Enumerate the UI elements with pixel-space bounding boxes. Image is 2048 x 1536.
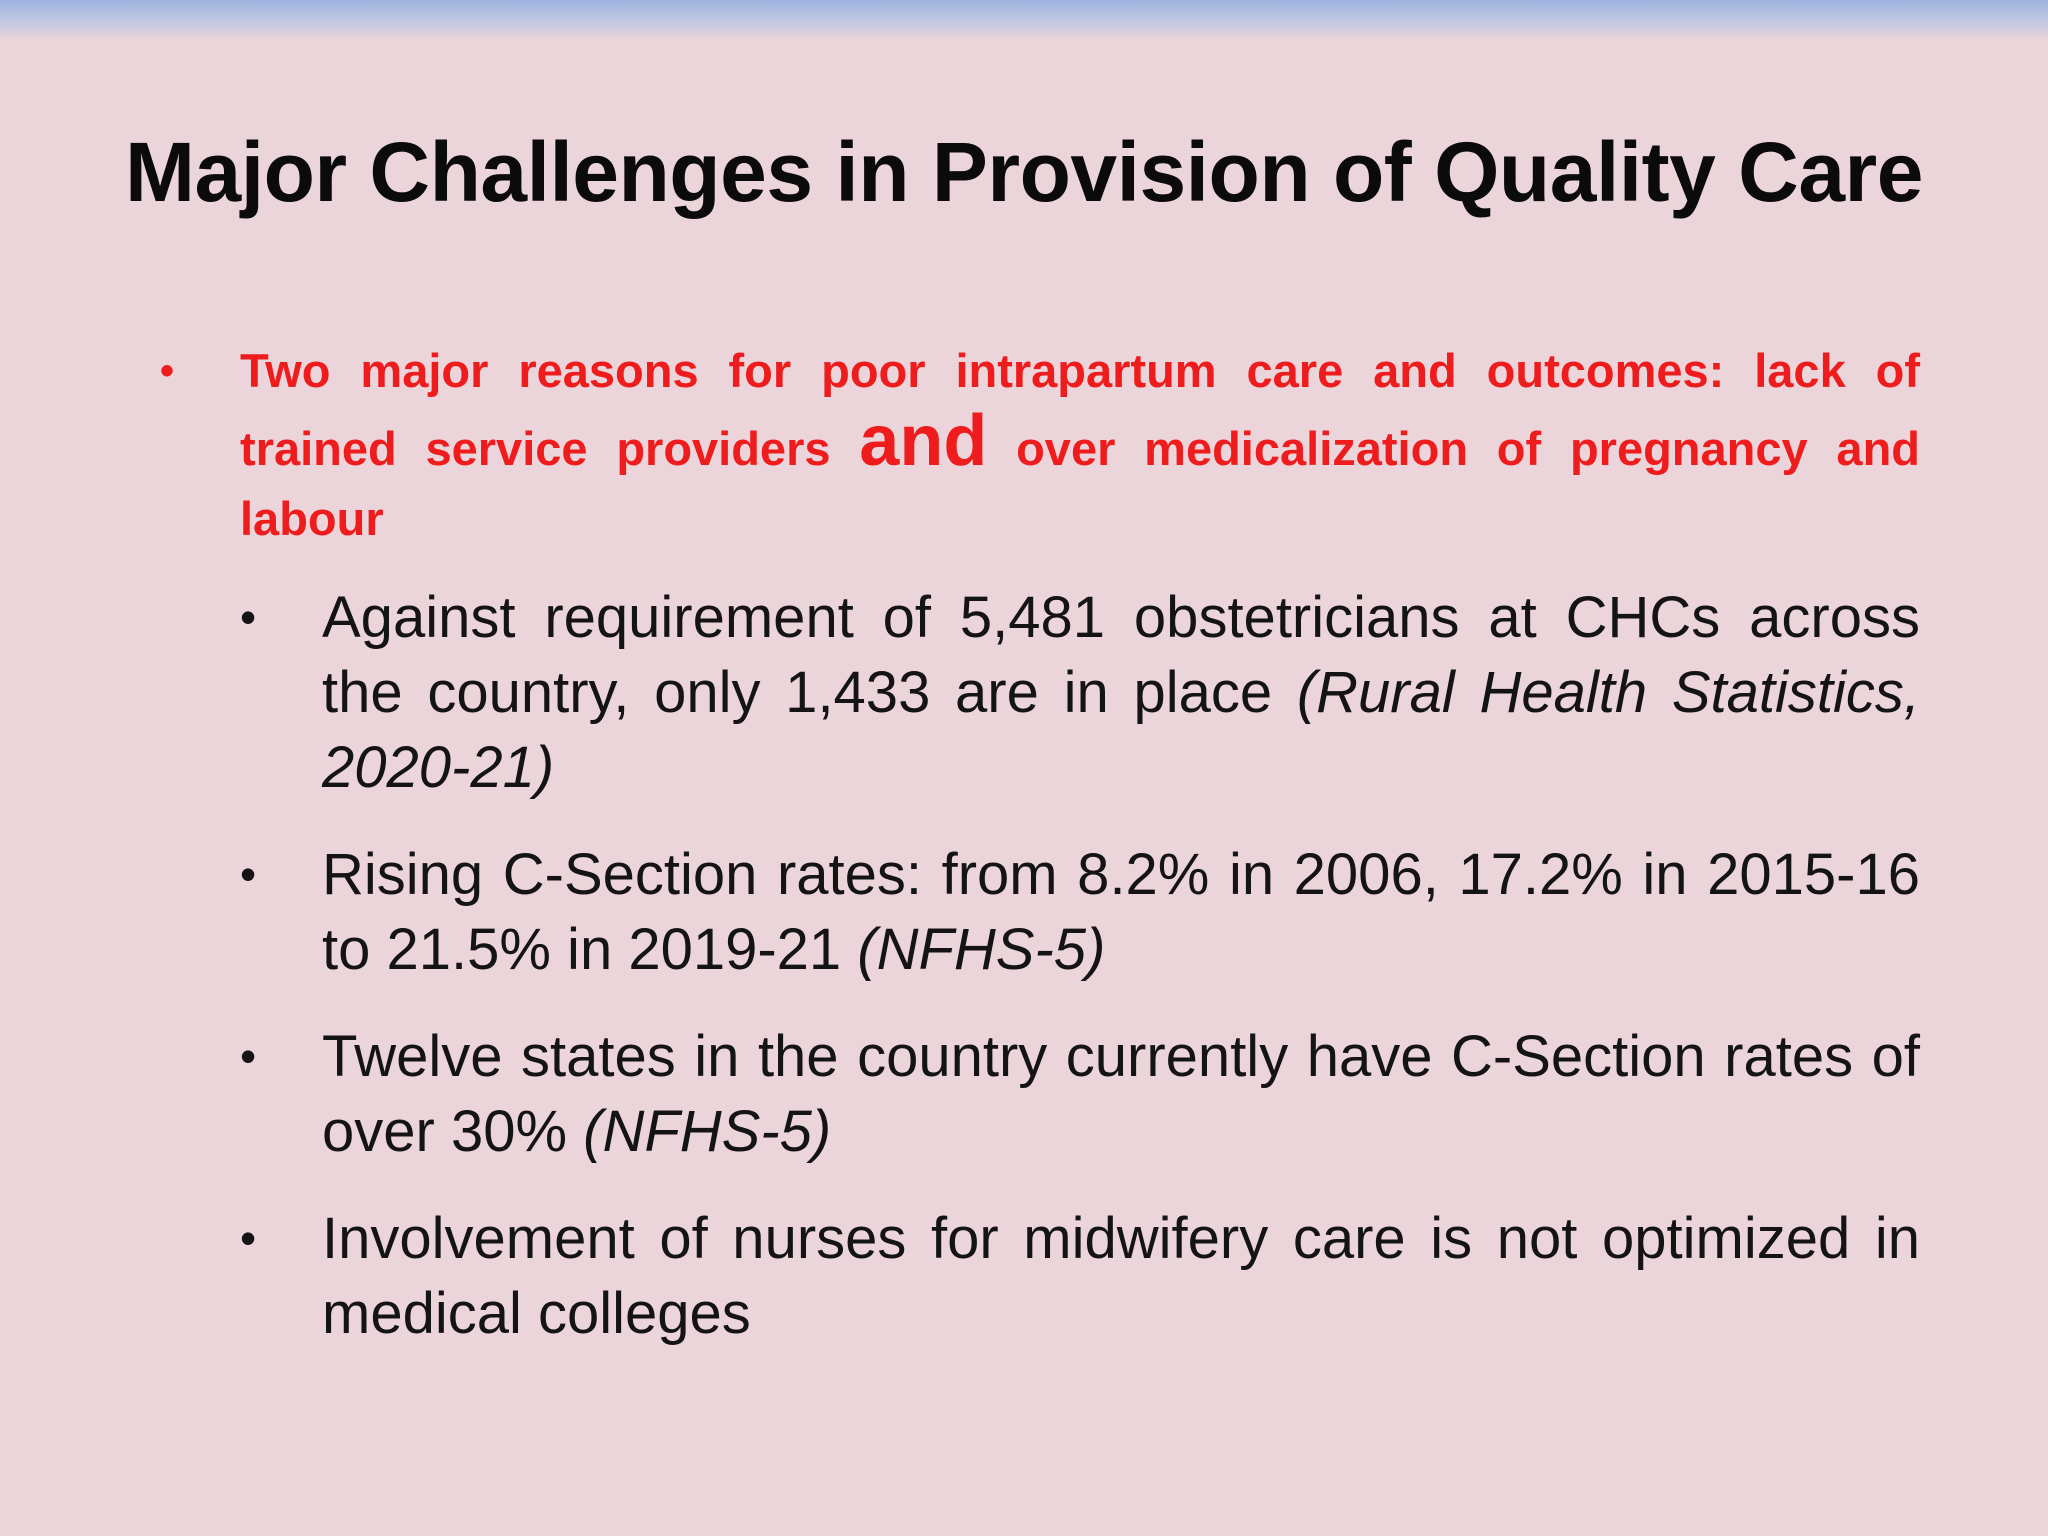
sub-bullet-text	[322, 837, 1920, 987]
sub-bullet-text	[322, 1019, 1920, 1169]
sub-bullet-body: Rising C-Section rates: from 8.2% in 2006, 17.2% in 2015-16 to 21.5% in 2019-21	[322, 842, 1920, 982]
sub-bullet-source: (Rural Health Statistics, 2020-21)	[322, 660, 1920, 800]
bullet-dot-icon: •	[160, 349, 175, 393]
bullet-dot-icon: •	[240, 1212, 257, 1264]
main-bullet-text-before: Two major reasons for poor intrapartum care and outcomes: lack of trained service providers	[240, 344, 1920, 475]
sub-bullet-csection-rates	[240, 837, 1920, 987]
sub-bullet-list	[240, 580, 1920, 1383]
bullet-dot-icon: •	[240, 1030, 257, 1082]
top-gradient-band	[0, 0, 2048, 40]
main-bullet	[160, 336, 1920, 554]
sub-bullet-source: (NFHS-5)	[583, 1099, 832, 1164]
bullet-dot-icon: •	[240, 591, 257, 643]
sub-bullet-obstetricians	[240, 580, 1920, 805]
sub-bullet-body: Involvement of nurses for midwifery care is not optimized in medical colleges	[322, 1206, 1920, 1346]
sub-bullet-body: Twelve states in the country currently have C-Section rates of over 30%	[322, 1024, 1920, 1164]
slide-title: Major Challenges in Provision of Quality Care	[125, 125, 1923, 219]
sub-bullet-twelve-states	[240, 1019, 1920, 1169]
sub-bullet-text	[322, 1201, 1920, 1351]
sub-bullet-text	[322, 580, 1920, 805]
bullet-dot-icon: •	[240, 848, 257, 900]
main-bullet-emphasis: and	[859, 401, 988, 481]
main-bullet-text-after: over medicalization of pregnancy and labour	[240, 422, 1920, 545]
sub-bullet-source: (NFHS-5)	[857, 917, 1106, 982]
main-bullet-text	[240, 336, 1920, 554]
sub-bullet-body: Against requirement of 5,481 obstetricians at CHCs across the country, only 1,433 are in place	[322, 585, 1920, 725]
sub-bullet-nurses-midwifery	[240, 1201, 1920, 1351]
